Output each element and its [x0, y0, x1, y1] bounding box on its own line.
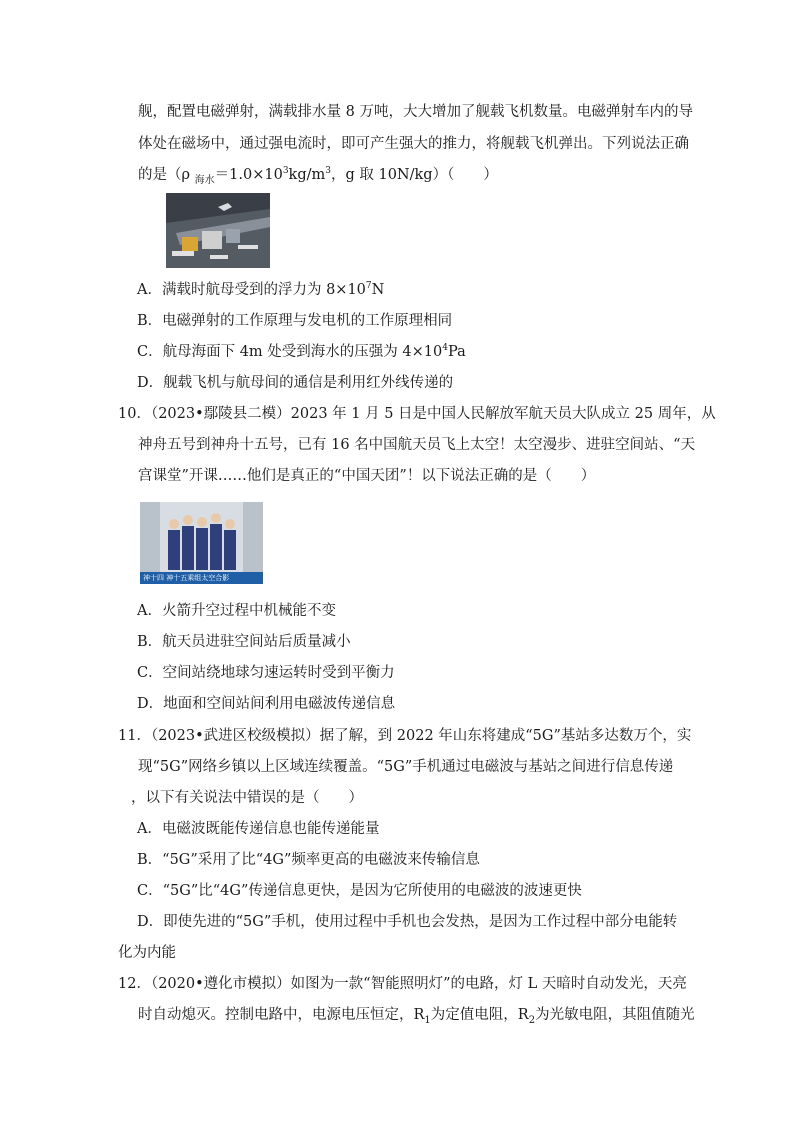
q10-option-a: A．火箭升空过程中机械能不变 [137, 603, 336, 619]
q9-option-d: D．舰载飞机与航母间的通信是利用红外线传递的 [137, 375, 454, 391]
q9-line-1: 舰，配置电磁弹射，满载排水量 8 万吨，大大增加了舰载飞机数量。电磁弹射车内的导 [138, 104, 693, 120]
q10-option-d: D．地面和空间站间利用电磁波传递信息 [137, 696, 396, 712]
q11-line-2: 现“5G”网络乡镇以上区域连续覆盖。“5G”手机通过电磁波与基站之间进行信息传递 [138, 759, 674, 775]
q10-option-c: C．空间站绕地球匀速运转时受到平衡力 [137, 665, 395, 681]
q12-line-1: 12．（2020•遵化市模拟）如图为一款“智能照明灯”的电路，灯 L 天暗时自动发光，天亮 [118, 976, 687, 992]
q11-option-d-continued: 化为内能 [118, 945, 176, 961]
q10-line-3: 宫课堂”开课……他们是真正的“中国天团”！以下说法正确的是（ ） [138, 468, 596, 484]
q11-line-3: ，以下有关说法中错误的是（ ） [131, 790, 363, 806]
carrier-illustration [166, 193, 270, 268]
aircraft-carrier-figure [166, 193, 270, 268]
q11-line-1: 11．（2023•武进区校级模拟）据了解，到 2022 年山东将建成“5G”基站多达数万个，实 [118, 728, 692, 744]
astronaut-photo [140, 502, 263, 584]
q11-option-b: B．“5G”采用了比“4G”频率更高的电磁波来传输信息 [137, 852, 480, 868]
photo-caption: 神十四 神十五乘组太空合影 [143, 574, 230, 582]
q10-line-1: 10．（2023•鄢陵县二模）2023 年 1 月 5 日是中国人民解放军航天员大队成立 25 周年，从 [118, 406, 716, 422]
q9-option-b: B．电磁弹射的工作原理与发电机的工作原理相同 [137, 313, 453, 329]
q11-option-d: D．即使先进的“5G”手机，使用过程中手机也会发热，是因为工作过程中部分电能转 [137, 914, 678, 930]
q10-line-2: 神舟五号到神舟十五号，已有 16 名中国航天员飞上太空！太空漫步、进驻空间站、“天 [138, 437, 696, 453]
q12-line-2: 时自动熄灭。控制电路中，电源电压恒定，$R_1$为定值电阻，$R_2$为光敏电阻，其阻值随光 [138, 1007, 695, 1026]
astronaut-group-illustration [140, 502, 263, 584]
q10-option-b: B．航天员进驻空间站后质量减小 [137, 634, 351, 650]
q9-option-a: A．满载时航母受到的浮力为 $8\times 10^7N$ [137, 281, 385, 298]
q9-line-2: 体处在磁场中，通过强电流时，即可产生强大的推力，将舰载飞机弹出。下列说法正确 [138, 136, 689, 152]
q9-option-c: C．航母海面下 4m 处受到海水的压强为 $4\times 10^4Pa$ [137, 343, 466, 360]
q11-option-a: A．电磁波既能传递信息也能传递能量 [137, 821, 380, 837]
q9-line-3: 的是（ρ $_{海水}=1.0\times 10^3kg/m^3$，g 取 10N/kg）（ ） [138, 166, 498, 186]
q11-option-c: C．“5G”比“4G”传递信息更快，是因为它所使用的电磁波的波速更快 [137, 883, 582, 899]
